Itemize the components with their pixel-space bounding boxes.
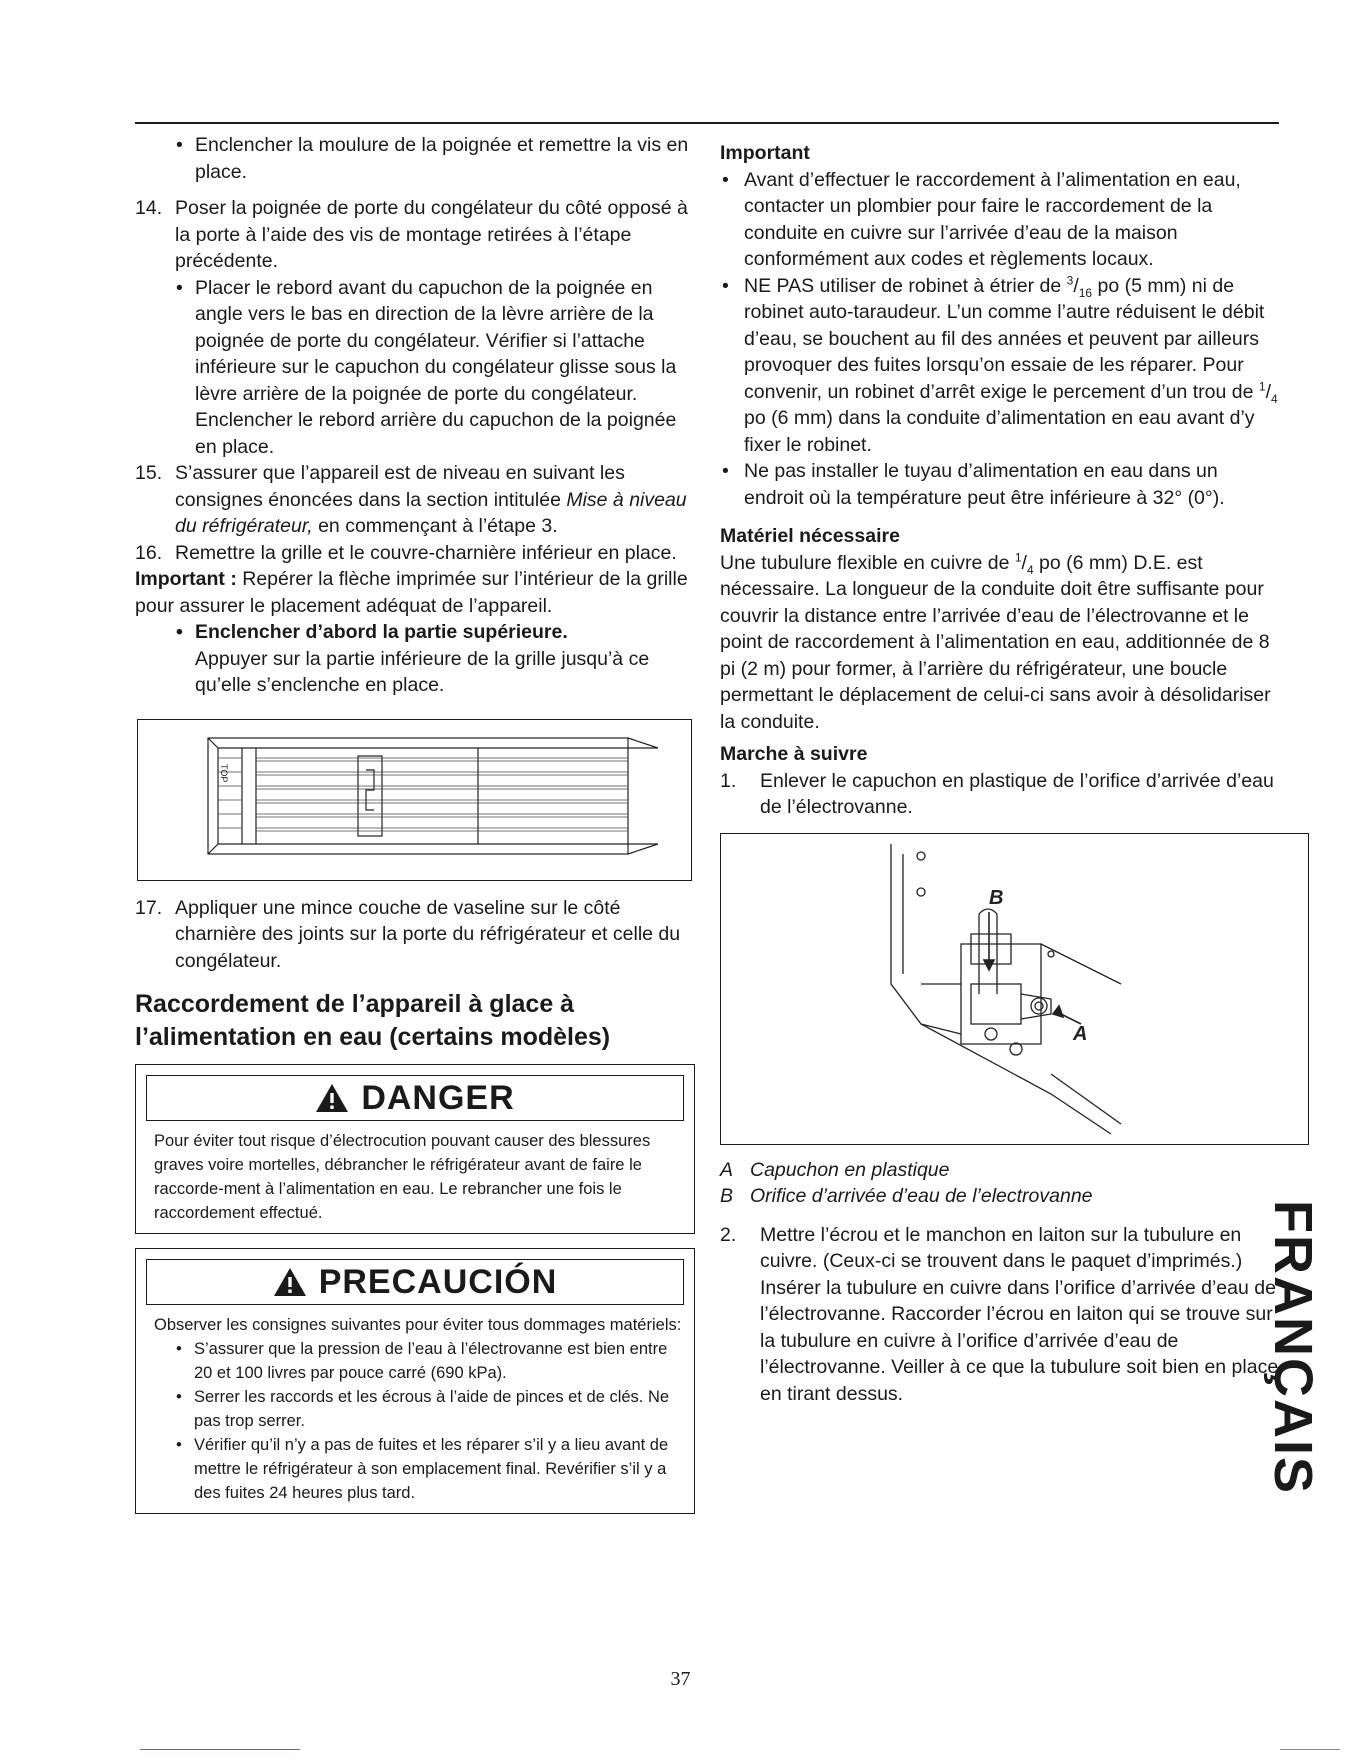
grille-figure bbox=[137, 719, 692, 881]
warning-triangle-icon bbox=[273, 1267, 307, 1297]
grille-illustration bbox=[138, 720, 691, 880]
step-text-italic: Mise à niveau du réfrigérateur, bbox=[175, 488, 687, 537]
bullet-text: po (6 mm) dans la conduite d’alimentation en eau avant d’y fixer le robinet. bbox=[744, 407, 1255, 456]
fraction-numerator: 3 bbox=[1066, 273, 1074, 287]
fraction-numerator: 1 bbox=[1258, 379, 1266, 393]
caution-intro: Observer les consignes suivantes pour éviter tous dommages matériels: bbox=[154, 1316, 682, 1334]
danger-header bbox=[146, 1075, 684, 1121]
caption-letter: A bbox=[720, 1158, 734, 1181]
caution-bullet: • S’assurer que la pression de l’eau à l’électrovanne est bien entre 20 et 100 livres par pouce carré (690 kPa). bbox=[154, 1337, 682, 1385]
page-number: 37 bbox=[670, 1668, 691, 1690]
right-column bbox=[720, 140, 1280, 1407]
step-text: Mettre l’écrou et le manchon en laiton sur la tubulure en cuivre. (Ceux-ci se trouvent dans le paquet d’imprimés.) Insérer la tubulure en cuivre dans l’orifice d’arrivée d’eau de l’électrovanne. Raccorder l’écrou en laiton qui se trouve sur la tubulure en cuivre à l’orifice d’arrivée d’eau de l’électrovanne. Veiller à ce que la tubulure soit bien en place en tirant dessus. bbox=[760, 1223, 1279, 1405]
caution-bullet: • Serrer les raccords et les écrous à l’aide de pinces et de clés. Ne pas trop serrer. bbox=[154, 1385, 682, 1433]
bullet-handle-molding: • Enclencher la moulure de la poignée et remettre la vis en place. bbox=[135, 132, 695, 185]
caution-text bbox=[136, 1305, 694, 1505]
caution-label: PRECAUCIÓN bbox=[318, 1262, 558, 1301]
step-number: 1. bbox=[720, 769, 737, 792]
step-text: Enlever le capuchon en plastique de l’orifice d’arrivée d’eau de l’électrovanne. bbox=[760, 769, 1274, 818]
step-1 bbox=[720, 768, 1280, 821]
step-16 bbox=[135, 540, 695, 567]
top-rule bbox=[135, 122, 1279, 124]
step-14-bullet: • Placer le rebord avant du capuchon de la poignée en angle vers le bas en direction de la lèvre arrière de la poignée de porte du congélateur. Vérifier si l’attache inférieure sur le capuchon du congélateur glisse sous la lèvre arrière de la poignée de porte du congélateur. Enclencher le rebord arrière du capuchon de la poignée en place. bbox=[135, 275, 695, 461]
section-title: Raccordement de l’appareil à glace à l’alimentation en eau (certains modèles) bbox=[135, 990, 611, 1051]
step-text: en commençant à l’étape 3. bbox=[312, 515, 558, 537]
caution-bullet: • Vérifier qu’il n’y a pas de fuites et les réparer s’il y a lieu avant de mettre le réfrigérateur à son emplacement final. Revérifier s’il y a des fuites 24 heures plus tard. bbox=[154, 1433, 682, 1505]
danger-label: DANGER bbox=[361, 1078, 515, 1117]
bullet-text: po (5 mm) ni de robinet auto-taraudeur. L’un comme l’autre réduisent le débit d’eau, se bouchent au fil des années et peuvent par ailleurs provoquer des fuites lorsqu’on essaie de les réparer. Pour convenir, un robinet d’arrêt exige le percement d’un trou de bbox=[744, 274, 1265, 403]
important-bullet: • Avant d’effectuer le raccordement à l’alimentation en eau, contacter un plombier pour faire le raccordement de la conduite en cuivre sur l’arrivée d’eau de la maison conformément aux codes et règlements locaux. bbox=[720, 167, 1280, 273]
step-14 bbox=[135, 195, 695, 275]
caution-box bbox=[135, 1248, 695, 1514]
materiel-heading: Matériel nécessaire bbox=[720, 525, 900, 547]
step-text: Poser la poignée de porte du congélateur du côté opposé à la porte à l’aide des vis de montage retirées à l’étape précédente. bbox=[175, 197, 688, 272]
fraction-denominator: 4 bbox=[1271, 391, 1278, 406]
step-17 bbox=[135, 895, 695, 975]
step-text: Remettre la grille et le couvre-charnière inférieur en place. bbox=[175, 541, 677, 564]
danger-box bbox=[135, 1064, 695, 1234]
valve-figure bbox=[720, 833, 1309, 1145]
important-label: Important : bbox=[135, 568, 237, 590]
step-number: 2. bbox=[720, 1223, 737, 1246]
grille-arrow-label: TOP bbox=[219, 763, 229, 782]
important-bullet: • Ne pas installer le tuyau d’alimentation en eau dans un endroit où la température peut être inférieure à 32° (0°). bbox=[720, 458, 1280, 511]
step-number: 17. bbox=[135, 896, 163, 919]
left-column bbox=[135, 132, 695, 1528]
step-text: Appliquer une mince couche de vaseline sur le côté charnière des joints sur la porte du réfrigérateur et celle du congélateur. bbox=[175, 896, 681, 972]
fraction-denominator: 16 bbox=[1078, 285, 1093, 300]
important-note bbox=[135, 566, 695, 619]
step-number: 14. bbox=[135, 197, 163, 219]
language-side-tab bbox=[1263, 1200, 1354, 1560]
figure-label-b: B bbox=[989, 886, 1004, 909]
step-15 bbox=[135, 460, 695, 540]
caption-text: Capuchon en plastique bbox=[750, 1158, 950, 1181]
caption-letter: B bbox=[720, 1185, 734, 1207]
bullet-text: NE PAS utiliser de robinet à étrier de bbox=[744, 274, 1067, 297]
danger-text: Pour éviter tout risque d’électrocution pouvant causer des blessures graves voire mortelles, débrancher le réfrigérateur avant de faire le raccorde-ment à l’alimentation en eau. Le rebrancher une fois le raccordement effectué. bbox=[154, 1132, 651, 1222]
fraction-denominator: 4 bbox=[1026, 562, 1034, 577]
important-text: Repérer la flèche imprimée sur l’intérieur de la grille pour assurer le placement adéquat de l’appareil. bbox=[135, 568, 688, 617]
step-2 bbox=[720, 1222, 1280, 1408]
footer-rule-right bbox=[1280, 1749, 1340, 1750]
caption-a bbox=[720, 1157, 1280, 1184]
fraction-numerator: 1 bbox=[1014, 550, 1022, 564]
warning-triangle-icon bbox=[315, 1083, 349, 1113]
caption-b bbox=[720, 1183, 1280, 1210]
materiel-text-part: Une tubulure flexible en cuivre de bbox=[720, 551, 1015, 574]
valve-illustration bbox=[721, 834, 1308, 1144]
bold-bullet-follow: Appuyer sur la partie inférieure de la grille jusqu’à ce qu’elle s’enclenche en place. bbox=[195, 647, 650, 696]
important-bullet: • NE PAS utiliser de robinet à étrier de $^3/_{16}$ po (5 mm) ni de robinet auto-taraudeur. L’un comme l’autre réduisent le débit d’eau, se bouchent au fil des années et peuvent par ailleurs provoquer des fuites lorsqu’on essaie de les réparer. Pour convenir, un robinet d’arrêt exige le percement d’un trou de $^1/_4$ po (6 mm) dans la conduite d’alimentation en eau avant d’y fixer le robinet. bbox=[720, 273, 1280, 459]
marche-heading: Marche à suivre bbox=[720, 743, 868, 765]
step-number: 16. bbox=[135, 541, 163, 564]
materiel-text: Une tubulure flexible en cuivre de $^1/_4$ po (6 mm) D.E. est nécessaire. La longueur de la conduite doit être suffisante pour couvrir la distance entre l’arrivée d’eau de l’électrovanne et le point de raccordement à l’alimentation en eau, additionnée de 8 pi (2 m) pour former, à l’arrière du réfrigérateur, une boucle permettant le déplacement de celui-ci sans avoir à désolidariser la conduite. bbox=[720, 550, 1271, 733]
step-text: S’assurer que l’appareil est de niveau en suivant les consignes énoncées dans la section intitulée bbox=[175, 462, 625, 511]
figure-label-a: A bbox=[1073, 1022, 1088, 1045]
language-label: FRANÇAIS bbox=[1263, 1200, 1323, 1495]
materiel-text-part: po (6 mm) D.E. est nécessaire. La longueur de la conduite doit être suffisante pour couvrir la distance entre l’arrivée d’eau de l’électrovanne et le point de raccordement à l’alimentation en eau, additionnée de 8 pi (2 m) pour former, à l’arrière du réfrigérateur, une boucle permettant le déplacement de celui-ci sans avoir à désolidariser la conduite. bbox=[720, 551, 1271, 733]
bold-bullet: • Enclencher d’abord la partie supérieure. bbox=[135, 619, 695, 646]
caption-text: Orifice d’arrivée d’eau de l’electrovanne bbox=[750, 1185, 1093, 1207]
important-heading: Important bbox=[720, 142, 810, 164]
step-number: 15. bbox=[135, 462, 163, 484]
caution-header bbox=[146, 1259, 684, 1305]
footer-rule-left bbox=[140, 1749, 300, 1750]
